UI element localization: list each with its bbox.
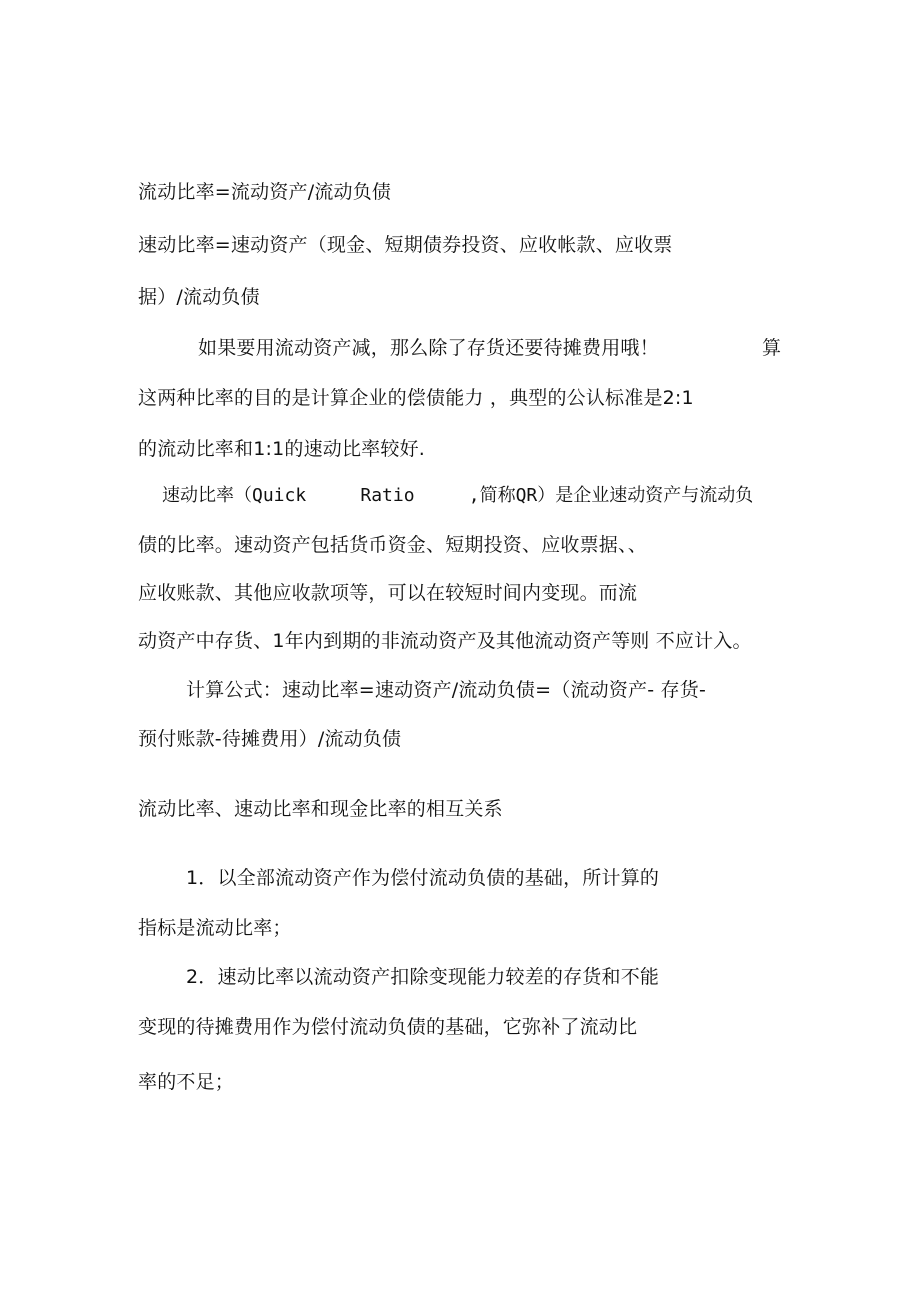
- text-line-11: 计算公式：速动比率=速动资产/流动负债=（流动资产- 存货-: [186, 679, 706, 701]
- text-line-4: 如果要用流动资产减，那么除了存货还要待摊费用哦！: [198, 337, 659, 359]
- text-line-12: 预付账款-待摊费用）/流动负债: [138, 728, 402, 750]
- list-item-1-line-2: 指标是流动比率；: [138, 917, 292, 939]
- text-line-1: 流动比率=流动资产/流动负债: [138, 181, 392, 203]
- text-line-7: 速动比率（Quick Ratio ,简称QR）是企业速动资产与流动负: [162, 485, 754, 506]
- list-item-1-line-1: 1．以全部流动资产作为偿付流动负债的基础，所计算的: [186, 867, 660, 889]
- text-line-4-trailing: 算: [762, 337, 782, 359]
- list-item-2-line-1: 2．速动比率以流动资产扣除变现能力较差的存货和不能: [186, 966, 660, 988]
- section-heading: 流动比率、速动比率和现金比率的相互关系: [138, 798, 503, 820]
- text-line-3: 据）/流动负债: [138, 286, 260, 308]
- text-line-6: 的流动比率和1:1的速动比率较好.: [138, 438, 426, 460]
- list-item-2-line-2: 变现的待摊费用作为偿付流动负债的基础，它弥补了流动比: [138, 1016, 638, 1038]
- text-line-8: 债的比率。速动资产包括货币资金、短期投资、应收票据、、: [138, 534, 647, 556]
- text-line-5: 这两种比率的目的是计算企业的偿债能力 ，典型的公认标准是2:1: [138, 387, 694, 409]
- text-line-2: 速动比率=速动资产（现金、短期债券投资、应收帐款、应收票: [138, 234, 673, 256]
- text-line-10: 动资产中存货、1年内到期的非流动资产及其他流动资产等则 不应计入。: [138, 630, 752, 652]
- text-line-9: 应收账款、其他应收款项等，可以在较短时间内变现。而流: [138, 582, 638, 604]
- list-item-2-line-3: 率的不足；: [138, 1071, 235, 1093]
